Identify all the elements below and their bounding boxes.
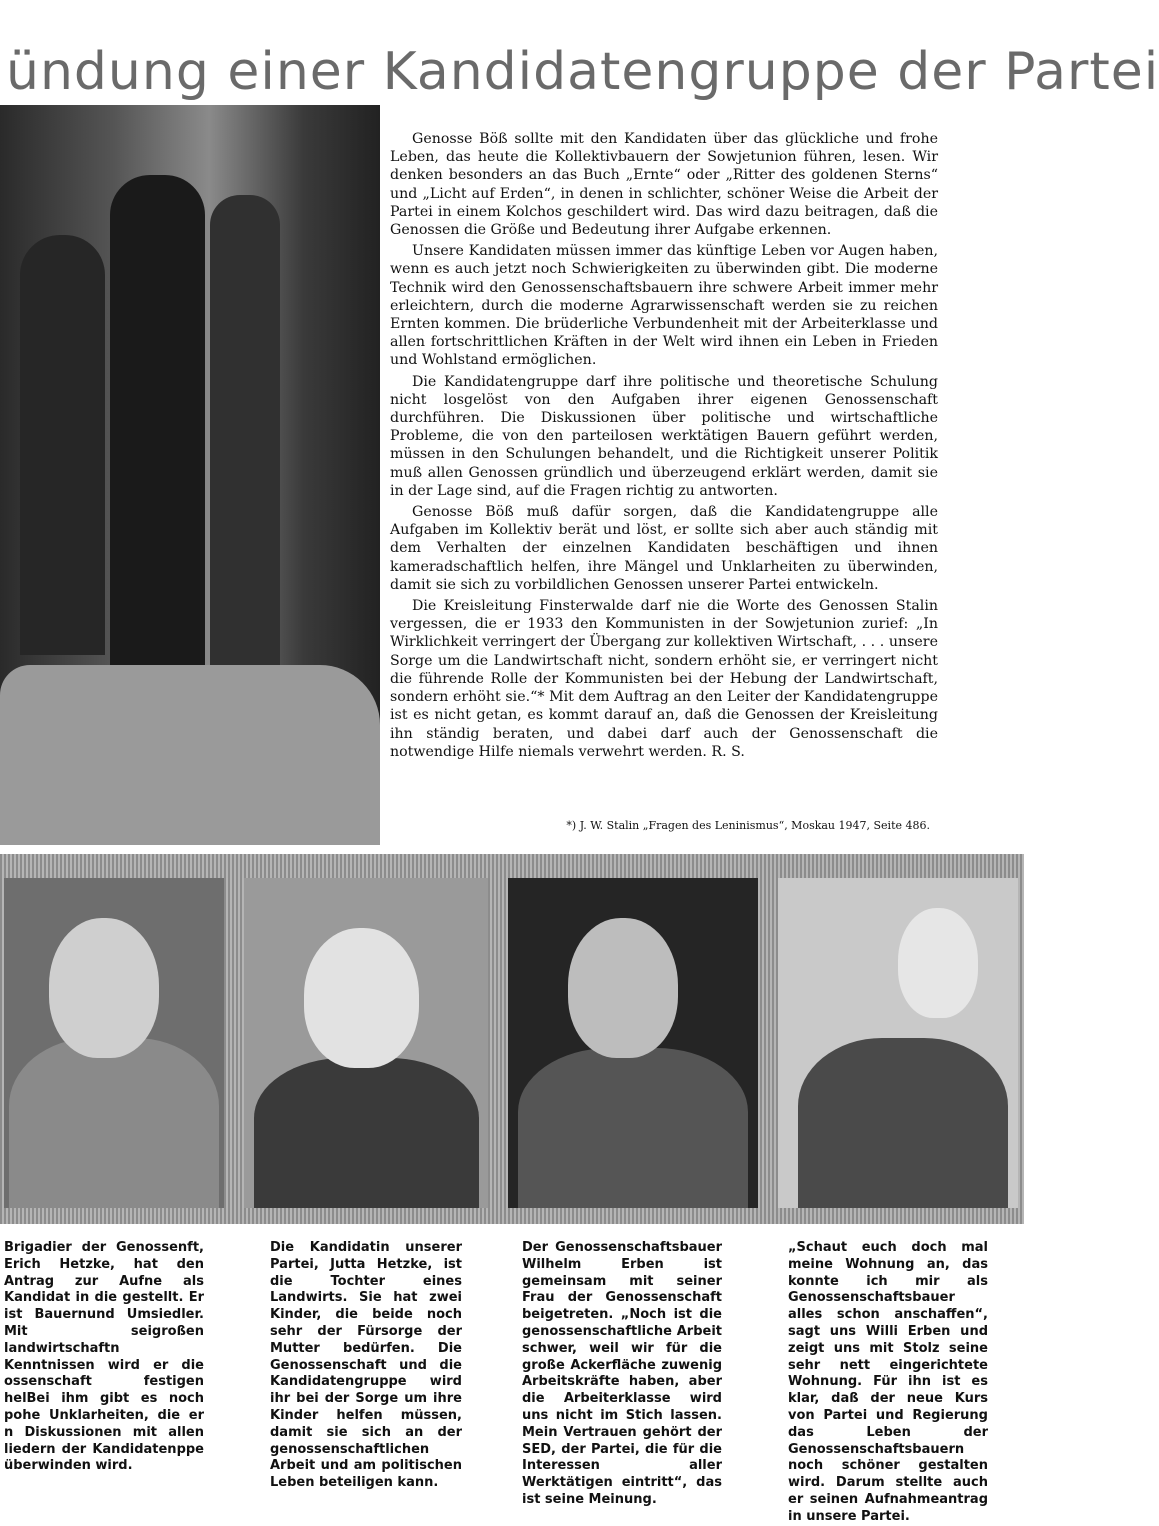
portrait-erich-hetzke <box>4 878 224 1208</box>
article-paragraph: Unsere Kandidaten müssen immer das künftige Leben vor Augen haben, wenn es auch jetzt noch Schwierigkeiten zu überwinden gibt. Die moderne Technik wird den Genossenschaftsbauern ihre schwere Arbeit immer mehr erleichtern, durch die moderne Agrarwissenschaft werden sie zu reichen Ernten kommen. Die brüderliche Verbundenheit mit der Arbeiterklasse und allen fortschrittlichen Kräften in der Welt wird ihnen ein Leben in Frieden und Wohlstand ermöglichen. <box>390 243 938 369</box>
caption-wilhelm-erben: Der Genossenschaftsbauer Wilhelm Erben ist gemeinsam mit seiner Frau der Genossenschaft beigetreten. „Noch ist die genossenschaftliche Arbeit schwer, weil wir für die große Ackerfläche zuwenig Arbeitskräfte haben, aber die Arbeiterklasse wird uns nicht im Stich lassen. Mein Vertrauen gehört der SED, der Partei, die für die Interessen aller Werktätigen eintritt“, das ist seine Meinung. <box>522 1240 722 1507</box>
portrait-body <box>9 1038 219 1208</box>
photo-figure-back <box>210 195 280 675</box>
article-body <box>390 130 938 764</box>
portrait-body <box>518 1048 748 1208</box>
headline: ündung einer Kandidatengruppe der Partei <box>6 42 1159 102</box>
footnote: *) J. W. Stalin „Fragen des Leninismus“, Moskau 1947, Seite 486. <box>566 819 930 832</box>
article-paragraph: Die Kreisleitung Finsterwalde darf nie die Worte des Genossen Stalin vergessen, die er 1933 den Kommunisten in der Sowjetunion zurief: „In Wirklichkeit verringert der Übergang zur kollektiven Wirtschaft, . . . unsere Sorge um die Landwirtschaft nicht, sondern erhöht sie, er verringert nicht die führende Rolle der Kommunisten bei der Hebung der Landwirtschaft, sondern erhöht sie.“* Mit dem Auftrag an den Leiter der Kandidatengruppe ist es nicht getan, es kommt darauf an, daß die Genossen der Kreisleitung ihn ständig beraten, und dabei darf auch der Genossenschaft die notwendige Hilfe niemals verwehrt werden. R. S. <box>390 598 938 760</box>
portrait-face <box>898 908 978 1018</box>
article-paragraph: Genosse Böß muß dafür sorgen, daß die Kandidatengruppe alle Aufgaben im Kollektiv berät und löst, er sollte sich aber auch ständig mit dem Verhalten der einzelnen Kandidaten beschäftigen und ihnen kameradschaftlich helfen, ihre Mängel und Unklarheiten zu überwinden, damit sie sich zu vorbildlichen Genossen unserer Partei entwickeln. <box>390 504 938 593</box>
portrait-strip <box>0 854 1024 1224</box>
article-paragraph: Die Kandidatengruppe darf ihre politische und theoretische Schulung nicht losgelöst von den Aufgaben ihrer eigenen Genossenschaft durchführen. Die Diskussionen über politische und wirtschaftliche Probleme, die von den parteilosen werktätigen Bauern geführt werden, müssen in den Schulungen behandelt, und die Richtigkeit unserer Politik muß allen Genossen gründlich und überzeugend erklärt werden, damit sie in der Lage sind, auf die Fragen richtig zu antworten. <box>390 373 938 499</box>
top-photo <box>0 105 380 845</box>
portrait-face <box>568 918 678 1058</box>
portrait-jutta-hetzke <box>244 878 488 1208</box>
portrait-wilhelm-erben <box>508 878 758 1208</box>
caption-jutta-hetzke: Die Kandidatin unserer Partei, Jutta Hetzke, ist die Tochter eines Landwirts. Sie hat zwei Kinder, die beide noch sehr der Fürsorge der Mutter bedürfen. Die Genossenschaft und die Kandidatengruppe wird ihr bei der Sorge um ihre Kinder helfen müssen, damit sie sich an der genossenschaftlichen Arbeit und am politischen Leben beteiligen kann. <box>270 1240 462 1491</box>
photo-figure-woman <box>20 235 105 655</box>
portrait-body <box>798 1038 1008 1208</box>
portrait-face <box>304 928 419 1068</box>
caption-erich-hetzke: Brigadier der Genossenft, Erich Hetzke, hat den Antrag zur Aufne als Kandidat in die gestellt. Er ist Bauernund Umsiedler. Mit seigroßen landwirtschaftn Kenntnissen wird er die ossenschaft festigen helBei ihm gibt es noch pohe Unklarheiten, die er n Diskussionen mit allen liedern der Kandidatenppe überwinden wird. <box>4 1240 204 1474</box>
portrait-willi-erben <box>778 878 1018 1208</box>
photo-sacks <box>0 665 380 845</box>
caption-willi-erben: „Schaut euch doch mal meine Wohnung an, das konnte ich mir als Genossenschaftsbauer alles schon anschaffen“, sagt uns Willi Erben und zeigt uns mit Stolz seine sehr nett eingerichtete Wohnung. Für ihn ist es klar, daß der neue Kurs von Partei und Regierung das Leben der Genossenschaftsbauern noch schöner gestalten wird. Darum stellte auch er seinen Aufnahmeantrag in unsere Partei. <box>788 1240 988 1524</box>
portrait-body <box>254 1058 479 1208</box>
portrait-face <box>49 918 159 1058</box>
article-paragraph: Genosse Böß sollte mit den Kandidaten über das glückliche und frohe Leben, das heute die Kollektivbauern der Sowjetunion führen, lesen. Wir denken besonders an das Buch „Ernte“ oder „Ritter des goldenen Sterns“ und „Licht auf Erden“, in denen in schlichter, schöner Weise die Arbeit der Partei in einem Kolchos geschildert wird. Das wird dazu beitragen, daß die Genossen die Größe und Bedeutung ihrer Aufgabe erkennen. <box>390 131 938 239</box>
